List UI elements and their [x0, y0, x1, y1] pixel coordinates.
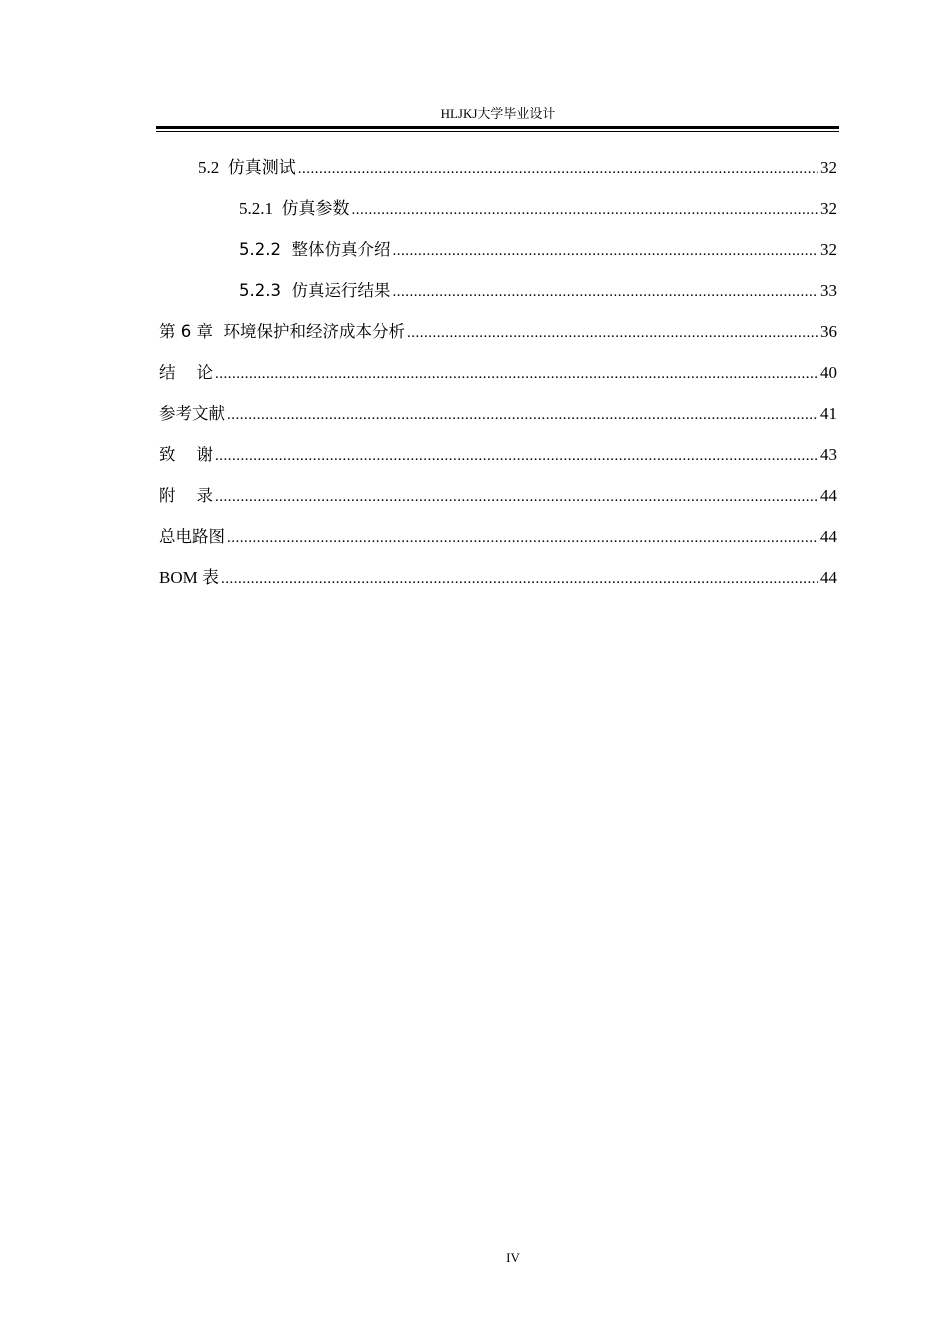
- toc-entry-page: 36: [820, 322, 837, 341]
- toc-entry-page: 32: [820, 158, 837, 177]
- toc-entry-label: 5.2.3 仿真运行结果: [239, 281, 391, 300]
- toc-entry-page: 32: [820, 199, 837, 218]
- toc-entry[interactable]: [159, 279, 837, 320]
- toc-leader-dots: [215, 485, 818, 509]
- toc-entry[interactable]: [159, 361, 837, 402]
- toc-entry-label: BOM 表: [159, 568, 219, 587]
- toc-entry-label: 结 论: [159, 363, 213, 382]
- toc-entry[interactable]: [159, 238, 837, 279]
- toc-leader-dots: [215, 444, 818, 468]
- header-rule-thin: [156, 131, 839, 132]
- toc-entry-label: 5.2.1 仿真参数: [239, 199, 350, 218]
- toc-entry[interactable]: [159, 402, 837, 443]
- toc-leader-dots: [227, 526, 818, 550]
- toc-entry-label: 附 录: [159, 486, 213, 505]
- toc-leader-dots: [392, 280, 818, 304]
- toc-entry-page: 44: [820, 568, 837, 587]
- toc-entry[interactable]: [159, 320, 837, 361]
- toc-leader-dots: [215, 362, 818, 386]
- toc-entry[interactable]: [159, 197, 837, 238]
- toc-entry-page: 41: [820, 404, 837, 423]
- toc-entry[interactable]: [159, 156, 837, 197]
- toc-leader-dots: [221, 567, 818, 591]
- toc-entry-page: 44: [820, 486, 837, 505]
- toc-entry[interactable]: [159, 566, 837, 607]
- toc-entry-label: 致 谢: [159, 445, 213, 464]
- toc-leader-dots: [392, 239, 818, 263]
- toc-entry-page: 32: [820, 240, 837, 259]
- toc-leader-dots: [407, 321, 818, 345]
- header-rule-thick: [156, 126, 839, 129]
- toc-entry[interactable]: [159, 525, 837, 566]
- toc-entry-label: 参考文献: [159, 404, 225, 423]
- page-number: IV: [506, 1250, 520, 1265]
- toc-entry-label: 5.2.2 整体仿真介绍: [239, 240, 391, 259]
- page-header: HLJKJ大学毕业设计: [440, 106, 556, 121]
- toc-leader-dots: [298, 157, 818, 181]
- toc-entry[interactable]: [159, 484, 837, 525]
- toc-entry-label: 总电路图: [159, 527, 225, 546]
- toc-entry-page: 43: [820, 445, 837, 464]
- toc-entry-label: 第 6 章 环境保护和经济成本分析: [159, 322, 405, 341]
- table-of-contents: [159, 156, 837, 607]
- toc-entry[interactable]: [159, 443, 837, 484]
- toc-entry-label: 5.2 仿真测试: [198, 158, 296, 177]
- toc-entry-page: 40: [820, 363, 837, 382]
- toc-leader-dots: [352, 198, 819, 222]
- toc-leader-dots: [227, 403, 818, 427]
- toc-entry-page: 44: [820, 527, 837, 546]
- toc-entry-page: 33: [820, 281, 837, 300]
